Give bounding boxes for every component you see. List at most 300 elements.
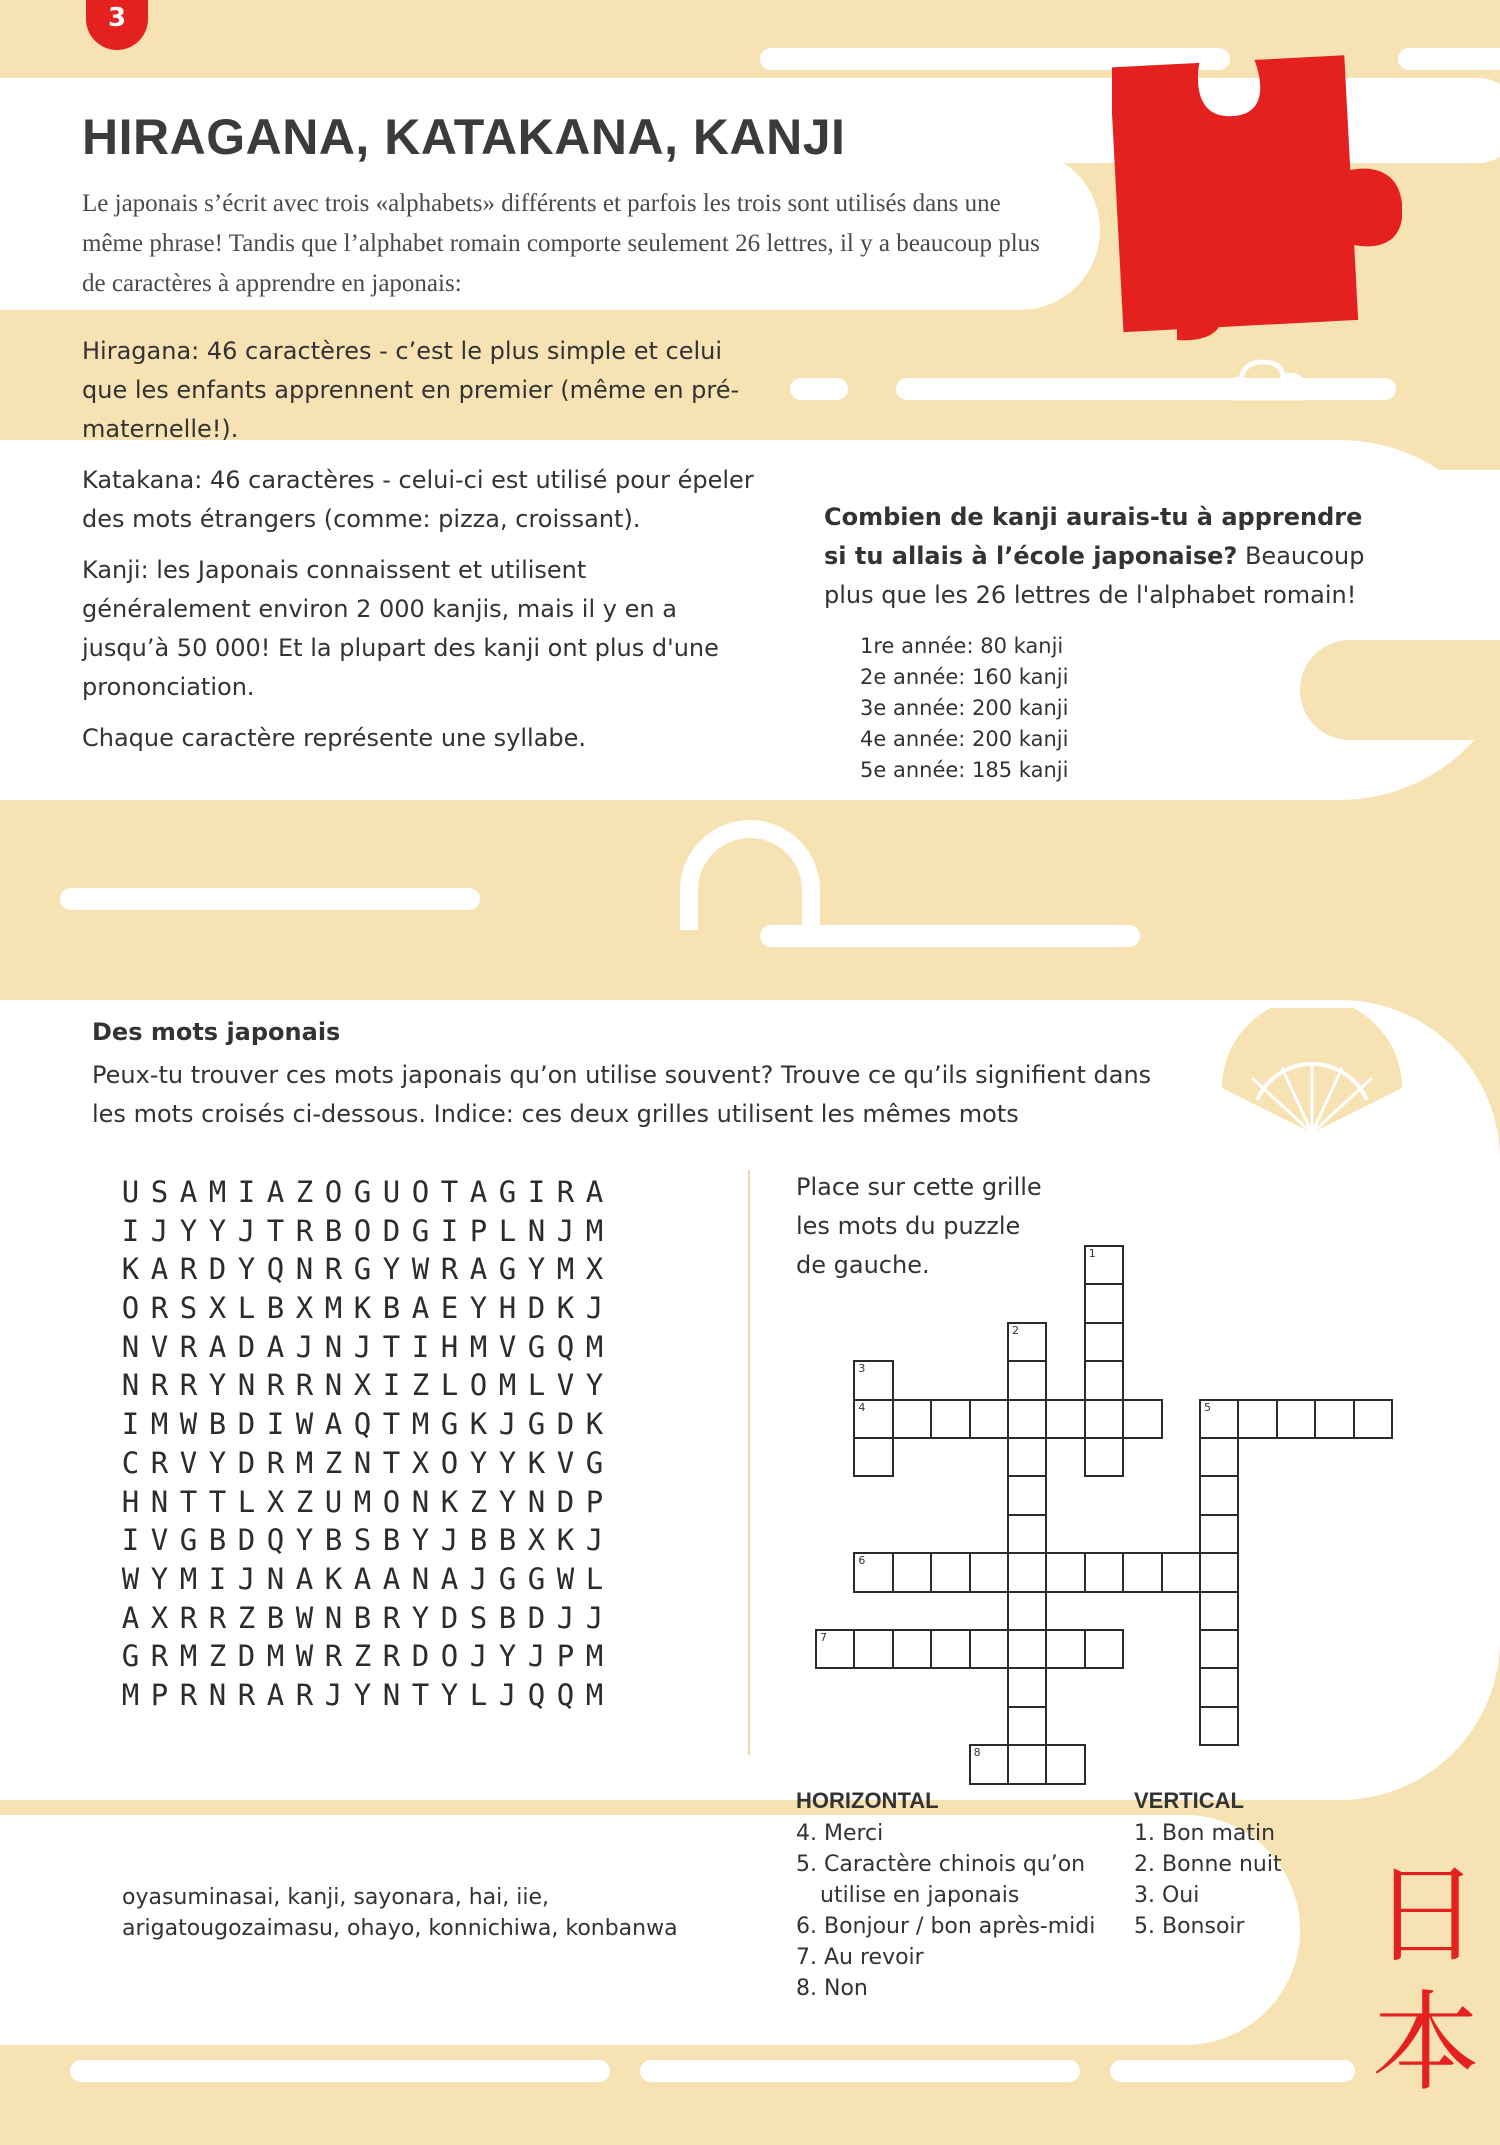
word-search-letter[interactable]: R xyxy=(382,1639,401,1674)
word-search-letter[interactable]: Q xyxy=(527,1677,546,1712)
crossword-cell[interactable] xyxy=(892,1629,932,1669)
word-search-letter[interactable]: M xyxy=(585,1677,604,1712)
word-search-letter[interactable]: G xyxy=(527,1329,546,1364)
word-search-letter[interactable]: C xyxy=(121,1445,140,1480)
word-search-letter[interactable]: R xyxy=(382,1600,401,1635)
word-search-letter[interactable]: W xyxy=(295,1407,314,1442)
word-search-letter[interactable]: N xyxy=(266,1561,285,1596)
word-search-letter[interactable]: Z xyxy=(295,1484,314,1519)
word-search-letter[interactable]: X xyxy=(353,1368,372,1403)
word-search-letter[interactable]: D xyxy=(237,1407,256,1442)
word-search-letter[interactable]: A xyxy=(150,1252,169,1287)
word-search-letter[interactable]: R xyxy=(324,1639,343,1674)
word-search-letter[interactable]: U xyxy=(121,1175,140,1209)
crossword-cell[interactable] xyxy=(1353,1399,1393,1439)
word-search-letter[interactable]: X xyxy=(150,1600,169,1635)
word-search-letter[interactable]: K xyxy=(469,1407,488,1442)
word-search-letter[interactable]: B xyxy=(266,1291,285,1326)
word-search-letter[interactable]: D xyxy=(237,1639,256,1674)
crossword-cell[interactable] xyxy=(1084,1437,1124,1477)
word-search-letter[interactable]: B xyxy=(266,1600,285,1635)
word-search-letter[interactable]: T xyxy=(208,1484,227,1519)
word-search-letter[interactable]: L xyxy=(440,1368,459,1403)
crossword-cell[interactable] xyxy=(1199,1437,1239,1477)
word-search-letter[interactable]: T xyxy=(382,1445,401,1480)
word-search-letter[interactable]: M xyxy=(208,1175,227,1209)
word-search-grid xyxy=(116,1173,609,1715)
word-search-letter[interactable]: Q xyxy=(266,1252,285,1287)
word-search-letter[interactable]: D xyxy=(556,1484,575,1519)
word-search-letter[interactable]: Z xyxy=(324,1445,343,1480)
word-search-letter[interactable]: Y xyxy=(353,1677,372,1712)
word-search-letter[interactable]: O xyxy=(440,1639,459,1674)
word-search-letter[interactable]: Z xyxy=(469,1484,488,1519)
clue-item: 5. Caractère chinois qu’on xyxy=(796,1852,1086,1877)
crossword-cell[interactable] xyxy=(1199,1629,1239,1669)
word-search-letter[interactable]: A xyxy=(208,1329,227,1364)
crossword-cell[interactable] xyxy=(969,1744,1009,1784)
word-search-letter[interactable]: R xyxy=(237,1677,256,1712)
word-search-letter[interactable]: Y xyxy=(498,1445,517,1480)
word-search-letter[interactable]: O xyxy=(121,1291,140,1326)
crossword-cell[interactable] xyxy=(1084,1322,1124,1362)
word-search-letter[interactable]: H xyxy=(498,1291,517,1326)
word-search-letter[interactable]: Y xyxy=(208,1445,227,1480)
word-search-letter[interactable]: S xyxy=(150,1175,169,1209)
word-search-letter[interactable]: T xyxy=(382,1329,401,1364)
word-search-letter[interactable]: V xyxy=(179,1445,198,1480)
crossword-cell[interactable] xyxy=(1007,1437,1047,1477)
page-number: 3 xyxy=(107,3,127,33)
word-search-letter[interactable]: D xyxy=(237,1523,256,1558)
crossword-cell[interactable] xyxy=(1084,1399,1124,1439)
word-search-letter[interactable]: A xyxy=(382,1561,401,1596)
word-search-letter[interactable]: I xyxy=(382,1368,401,1403)
word-search-letter[interactable]: B xyxy=(324,1213,343,1248)
word-search-letter[interactable]: J xyxy=(498,1677,517,1712)
crossword-cell[interactable] xyxy=(1237,1399,1277,1439)
word-search-letter[interactable]: Q xyxy=(556,1677,575,1712)
words-heading: Des mots japonais xyxy=(92,1018,341,1046)
word-search-letter[interactable]: J xyxy=(585,1291,604,1326)
crossword-cell[interactable] xyxy=(853,1360,893,1400)
crossword-cell[interactable] xyxy=(1007,1322,1047,1362)
word-search-letter[interactable]: M xyxy=(179,1561,198,1596)
word-search-letter[interactable]: I xyxy=(237,1175,256,1209)
word-search-letter[interactable]: Q xyxy=(353,1407,372,1442)
word-search-letter[interactable]: H xyxy=(440,1329,459,1364)
word-search-letter[interactable]: Y xyxy=(179,1213,198,1248)
word-search-letter[interactable]: M xyxy=(469,1329,488,1364)
word-search-letter[interactable]: Y xyxy=(585,1368,604,1403)
word-search-letter[interactable]: D xyxy=(411,1639,430,1674)
word-search-letter[interactable]: Y xyxy=(150,1561,169,1596)
word-search-letter[interactable]: N xyxy=(237,1368,256,1403)
word-search-letter[interactable]: A xyxy=(324,1407,343,1442)
word-search-letter[interactable]: M xyxy=(585,1639,604,1674)
word-search-letter[interactable]: R xyxy=(179,1329,198,1364)
word-search-letter[interactable]: O xyxy=(324,1175,343,1209)
word-search-letter[interactable]: R xyxy=(440,1252,459,1287)
word-search-letter[interactable]: Y xyxy=(411,1600,430,1635)
word-search-letter[interactable]: M xyxy=(498,1368,517,1403)
word-search-letter[interactable]: Y xyxy=(469,1445,488,1480)
word-search-letter[interactable]: N xyxy=(324,1368,343,1403)
word-search-letter[interactable]: R xyxy=(150,1291,169,1326)
word-search-letter[interactable]: S xyxy=(179,1291,198,1326)
word-search-letter[interactable]: J xyxy=(150,1213,169,1248)
crossword-cell[interactable] xyxy=(853,1552,893,1592)
word-search-letter[interactable]: X xyxy=(266,1484,285,1519)
word-search-letter[interactable]: J xyxy=(237,1213,256,1248)
word-search-letter[interactable]: H xyxy=(121,1484,140,1519)
word-search-letter[interactable]: J xyxy=(585,1600,604,1635)
word-search-letter[interactable]: M xyxy=(179,1639,198,1674)
word-search-letter[interactable]: B xyxy=(498,1523,517,1558)
word-search-letter[interactable]: M xyxy=(324,1291,343,1326)
horizontal-clues xyxy=(796,1788,1095,2004)
word-search-letter[interactable]: B xyxy=(324,1523,343,1558)
word-search-letter[interactable]: L xyxy=(469,1677,488,1712)
crossword-cell[interactable] xyxy=(1084,1629,1124,1669)
crossword-cell[interactable] xyxy=(1199,1475,1239,1515)
word-search-letter[interactable]: B xyxy=(498,1600,517,1635)
word-search-letter[interactable]: N xyxy=(411,1561,430,1596)
word-search-letter[interactable]: D xyxy=(527,1600,546,1635)
word-search-letter[interactable]: P xyxy=(556,1639,575,1674)
word-search-letter[interactable]: T xyxy=(382,1407,401,1442)
word-search-letter[interactable]: G xyxy=(527,1407,546,1442)
word-search-letter[interactable]: A xyxy=(121,1600,140,1635)
word-search-letter[interactable]: R xyxy=(179,1368,198,1403)
word-search-letter[interactable]: K xyxy=(440,1484,459,1519)
word-search-letter[interactable]: P xyxy=(150,1677,169,1712)
word-search-letter[interactable]: Y xyxy=(440,1677,459,1712)
word-search-letter[interactable]: S xyxy=(469,1600,488,1635)
word-search-letter[interactable]: G xyxy=(527,1561,546,1596)
crossword-cell[interactable] xyxy=(1084,1552,1124,1592)
crossword-cell[interactable] xyxy=(1045,1552,1085,1592)
word-search-letter[interactable]: J xyxy=(556,1600,575,1635)
word-search-letter[interactable]: I xyxy=(527,1175,546,1209)
word-search-letter[interactable]: R xyxy=(150,1445,169,1480)
word-search-letter[interactable]: P xyxy=(469,1213,488,1248)
word-search-letter[interactable]: V xyxy=(150,1329,169,1364)
word-search-letter[interactable]: R xyxy=(150,1368,169,1403)
word-search-letter[interactable]: I xyxy=(411,1329,430,1364)
word-search-letter[interactable]: M xyxy=(353,1484,372,1519)
word-search-letter[interactable]: T xyxy=(411,1677,430,1712)
word-search-letter[interactable]: N xyxy=(527,1213,546,1248)
word-search-letter[interactable]: G xyxy=(498,1561,517,1596)
word-search-letter[interactable]: L xyxy=(498,1213,517,1248)
crossword-cell[interactable] xyxy=(1007,1399,1047,1439)
word-search-letter[interactable]: A xyxy=(411,1291,430,1326)
word-search-letter[interactable]: T xyxy=(440,1175,459,1209)
crossword-cell[interactable] xyxy=(892,1399,932,1439)
word-search-letter[interactable]: N xyxy=(121,1329,140,1364)
word-search-letter[interactable]: Z xyxy=(208,1639,227,1674)
word-search-letter[interactable]: Z xyxy=(411,1368,430,1403)
word-search-letter[interactable]: Z xyxy=(353,1639,372,1674)
word-search-letter[interactable]: N xyxy=(121,1368,140,1403)
word-search-letter[interactable]: A xyxy=(353,1561,372,1596)
word-search-letter[interactable]: B xyxy=(382,1291,401,1326)
word-search-letter[interactable]: A xyxy=(295,1561,314,1596)
word-search-letter[interactable]: D xyxy=(556,1407,575,1442)
word-search-letter[interactable]: Y xyxy=(469,1291,488,1326)
crossword-cell[interactable] xyxy=(1045,1744,1085,1784)
word-search-letter[interactable]: D xyxy=(382,1213,401,1248)
word-search-letter[interactable]: D xyxy=(208,1252,227,1287)
word-search-letter[interactable]: R xyxy=(324,1252,343,1287)
word-search-letter[interactable]: X xyxy=(585,1252,604,1287)
word-search-letter[interactable]: O xyxy=(440,1445,459,1480)
word-search-letter[interactable]: Y xyxy=(237,1252,256,1287)
word-search-letter[interactable]: J xyxy=(440,1523,459,1558)
word-search-letter[interactable]: L xyxy=(527,1368,546,1403)
word-search-letter[interactable]: N xyxy=(324,1600,343,1635)
word-search-letter[interactable]: R xyxy=(295,1368,314,1403)
word-search-letter[interactable]: G xyxy=(179,1523,198,1558)
word-search-letter[interactable]: Y xyxy=(208,1213,227,1248)
word-search-letter[interactable]: B xyxy=(469,1523,488,1558)
crossword-cell[interactable] xyxy=(1007,1360,1047,1400)
word-search-letter[interactable]: Z xyxy=(295,1175,314,1209)
crossword-cell[interactable] xyxy=(969,1629,1009,1669)
crossword-cell[interactable] xyxy=(1007,1514,1047,1554)
word-search-letter[interactable]: I xyxy=(121,1523,140,1558)
word-search-letter[interactable]: N xyxy=(324,1329,343,1364)
word-search-letter[interactable]: R xyxy=(179,1600,198,1635)
crossword-cell[interactable] xyxy=(1199,1667,1239,1707)
word-search-letter[interactable]: X xyxy=(208,1291,227,1326)
word-search-letter[interactable]: R xyxy=(179,1677,198,1712)
word-search-letter[interactable]: X xyxy=(411,1445,430,1480)
word-search-letter[interactable]: N xyxy=(150,1484,169,1519)
word-search-letter[interactable]: B xyxy=(353,1600,372,1635)
word-search-letter[interactable]: Y xyxy=(411,1523,430,1558)
word-search-letter[interactable]: N xyxy=(411,1484,430,1519)
word-search-letter[interactable]: D xyxy=(237,1445,256,1480)
word-search-letter[interactable]: W xyxy=(121,1561,140,1596)
crossword-cell[interactable] xyxy=(930,1399,970,1439)
crossword-cell[interactable] xyxy=(1007,1552,1047,1592)
crossword-cell[interactable] xyxy=(1199,1399,1239,1439)
word-search-letter[interactable]: G xyxy=(498,1252,517,1287)
word-search-letter[interactable]: A xyxy=(585,1175,604,1209)
crossword-cell[interactable] xyxy=(1199,1552,1239,1592)
crossword-cell[interactable] xyxy=(1276,1399,1316,1439)
word-search-letter[interactable]: N xyxy=(353,1445,372,1480)
word-search-letter[interactable]: Q xyxy=(556,1329,575,1364)
word-search-letter[interactable]: A xyxy=(266,1677,285,1712)
crossword-cell[interactable] xyxy=(815,1629,855,1669)
word-search-letter[interactable]: G xyxy=(353,1252,372,1287)
word-search-letter[interactable]: K xyxy=(585,1407,604,1442)
word-search-letter[interactable]: R xyxy=(208,1600,227,1635)
word-search-letter[interactable]: K xyxy=(556,1523,575,1558)
word-search-letter[interactable]: G xyxy=(411,1213,430,1248)
crossword-cell[interactable] xyxy=(1084,1283,1124,1323)
word-search-letter[interactable]: O xyxy=(411,1175,430,1209)
crossword-cell[interactable] xyxy=(1007,1706,1047,1746)
crossword-cell[interactable] xyxy=(892,1552,932,1592)
word-search-letter[interactable]: N xyxy=(527,1484,546,1519)
crossword-cell[interactable] xyxy=(969,1399,1009,1439)
word-search-letter[interactable]: P xyxy=(585,1484,604,1519)
word-search-letter[interactable]: J xyxy=(527,1639,546,1674)
crossword-cell[interactable] xyxy=(1199,1591,1239,1631)
crossword-cell[interactable] xyxy=(1122,1552,1162,1592)
word-search-letter[interactable]: Y xyxy=(382,1252,401,1287)
word-search-letter[interactable]: T xyxy=(179,1484,198,1519)
crossword-cell[interactable] xyxy=(1007,1591,1047,1631)
word-search-letter[interactable]: D xyxy=(440,1600,459,1635)
word-search-letter[interactable]: N xyxy=(208,1677,227,1712)
word-search-letter[interactable]: R xyxy=(295,1677,314,1712)
word-search-letter[interactable]: Q xyxy=(266,1523,285,1558)
crossword-cell[interactable] xyxy=(1084,1245,1124,1285)
word-search-letter[interactable]: M xyxy=(121,1677,140,1712)
crossword-cell[interactable] xyxy=(1045,1399,1085,1439)
word-search-letter[interactable]: A xyxy=(179,1175,198,1209)
word-search-letter[interactable]: G xyxy=(353,1175,372,1209)
word-search-letter[interactable]: O xyxy=(382,1484,401,1519)
crossword-cell[interactable] xyxy=(1161,1552,1201,1592)
crossword-cell[interactable] xyxy=(853,1399,893,1439)
word-search-letter[interactable]: A xyxy=(469,1175,488,1209)
word-search-letter[interactable]: I xyxy=(266,1407,285,1442)
word-search-letter[interactable]: A xyxy=(266,1329,285,1364)
crossword-cell[interactable] xyxy=(853,1629,893,1669)
crossword-cell[interactable] xyxy=(930,1629,970,1669)
word-search-letter[interactable]: A xyxy=(440,1561,459,1596)
word-search-letter[interactable]: L xyxy=(237,1484,256,1519)
crossword-cell[interactable] xyxy=(1007,1475,1047,1515)
word-search-letter[interactable]: M xyxy=(585,1213,604,1248)
word-search-letter[interactable]: I xyxy=(208,1561,227,1596)
crossword-cell[interactable] xyxy=(1314,1399,1354,1439)
word-search-letter[interactable]: R xyxy=(295,1213,314,1248)
word-search-letter[interactable]: I xyxy=(121,1213,140,1248)
word-search-letter[interactable]: Y xyxy=(527,1252,546,1287)
word-search-letter[interactable]: T xyxy=(266,1213,285,1248)
word-search-letter[interactable]: G xyxy=(585,1445,604,1480)
word-search-letter[interactable]: Y xyxy=(208,1368,227,1403)
word-search-letter[interactable]: J xyxy=(585,1523,604,1558)
crossword-cell[interactable] xyxy=(1007,1667,1047,1707)
word-search-letter[interactable]: W xyxy=(411,1252,430,1287)
word-search-letter[interactable]: J xyxy=(469,1561,488,1596)
word-search-letter[interactable]: N xyxy=(295,1252,314,1287)
crossword-cell[interactable] xyxy=(1199,1514,1239,1554)
word-search-letter[interactable]: L xyxy=(585,1561,604,1596)
word-search-letter[interactable]: Y xyxy=(498,1639,517,1674)
word-search-letter[interactable]: M xyxy=(295,1445,314,1480)
word-search-letter[interactable]: B xyxy=(208,1523,227,1558)
word-search-letter[interactable]: J xyxy=(469,1639,488,1674)
word-search-letter[interactable]: W xyxy=(556,1561,575,1596)
word-search-letter[interactable]: A xyxy=(469,1252,488,1287)
word-search-letter[interactable]: B xyxy=(382,1523,401,1558)
word-search-letter[interactable]: G xyxy=(498,1175,517,1209)
word-search-letter[interactable]: G xyxy=(440,1407,459,1442)
word-search-letter[interactable]: K xyxy=(556,1291,575,1326)
crossword-cell[interactable] xyxy=(930,1552,970,1592)
word-search-letter[interactable]: V xyxy=(556,1368,575,1403)
word-search-letter[interactable]: J xyxy=(324,1677,343,1712)
word-search-letter[interactable]: J xyxy=(295,1329,314,1364)
word-search-letter[interactable]: D xyxy=(237,1329,256,1364)
word-search-letter[interactable]: K xyxy=(353,1291,372,1326)
word-search-letter[interactable]: V xyxy=(498,1329,517,1364)
word-search-letter[interactable]: V xyxy=(150,1523,169,1558)
word-search-letter[interactable]: R xyxy=(179,1252,198,1287)
word-search-letter[interactable]: W xyxy=(295,1600,314,1635)
word-search-letter[interactable]: J xyxy=(237,1561,256,1596)
word-search-letter[interactable]: Y xyxy=(498,1484,517,1519)
word-search-letter[interactable]: W xyxy=(179,1407,198,1442)
word-search-letter[interactable]: Z xyxy=(237,1600,256,1635)
word-search-letter[interactable]: U xyxy=(382,1175,401,1209)
word-search-letter[interactable]: M xyxy=(585,1329,604,1364)
word-search-letter[interactable]: X xyxy=(527,1523,546,1558)
crossword-cell[interactable] xyxy=(1122,1399,1162,1439)
word-search-letter[interactable]: U xyxy=(324,1484,343,1519)
word-search-letter[interactable]: J xyxy=(556,1213,575,1248)
word-search-letter[interactable]: K xyxy=(324,1561,343,1596)
crossword-cell[interactable] xyxy=(1045,1629,1085,1669)
word-search-letter[interactable]: J xyxy=(498,1407,517,1442)
word-search-letter[interactable]: R xyxy=(266,1368,285,1403)
crossword-cell[interactable] xyxy=(1007,1629,1047,1669)
word-search-letter[interactable]: V xyxy=(556,1445,575,1480)
word-search-letter[interactable]: R xyxy=(556,1175,575,1209)
word-search-letter[interactable]: S xyxy=(353,1523,372,1558)
word-search-letter[interactable]: D xyxy=(527,1291,546,1326)
word-search-letter[interactable]: L xyxy=(237,1291,256,1326)
word-search-letter[interactable]: O xyxy=(353,1213,372,1248)
word-search-letter[interactable]: M xyxy=(556,1252,575,1287)
word-search-letter[interactable]: R xyxy=(150,1639,169,1674)
crossword-cell[interactable] xyxy=(1007,1744,1047,1784)
crossword-cell[interactable] xyxy=(1084,1360,1124,1400)
word-search-letter[interactable]: R xyxy=(266,1445,285,1480)
word-search-letter[interactable]: G xyxy=(121,1639,140,1674)
word-search-letter[interactable]: N xyxy=(382,1677,401,1712)
word-search-letter[interactable]: A xyxy=(266,1175,285,1209)
word-search-letter[interactable]: I xyxy=(440,1213,459,1248)
word-search-letter[interactable]: I xyxy=(121,1407,140,1442)
word-search-letter[interactable]: M xyxy=(411,1407,430,1442)
crossword-cell[interactable] xyxy=(853,1437,893,1477)
word-search-letter[interactable]: M xyxy=(266,1639,285,1674)
word-search-row xyxy=(116,1599,609,1638)
word-search-letter[interactable]: O xyxy=(469,1368,488,1403)
word-search-letter[interactable]: B xyxy=(208,1407,227,1442)
crossword-cell[interactable] xyxy=(969,1552,1009,1592)
crossword-cell[interactable] xyxy=(1199,1706,1239,1746)
word-search-letter[interactable]: K xyxy=(121,1252,140,1287)
word-search-letter[interactable]: K xyxy=(527,1445,546,1480)
word-search-letter[interactable]: J xyxy=(353,1329,372,1364)
word-search-letter[interactable]: E xyxy=(440,1291,459,1326)
word-search-letter[interactable]: Y xyxy=(295,1523,314,1558)
word-search-letter[interactable]: M xyxy=(150,1407,169,1442)
word-search-letter[interactable]: X xyxy=(295,1291,314,1326)
word-search-letter[interactable]: W xyxy=(295,1639,314,1674)
